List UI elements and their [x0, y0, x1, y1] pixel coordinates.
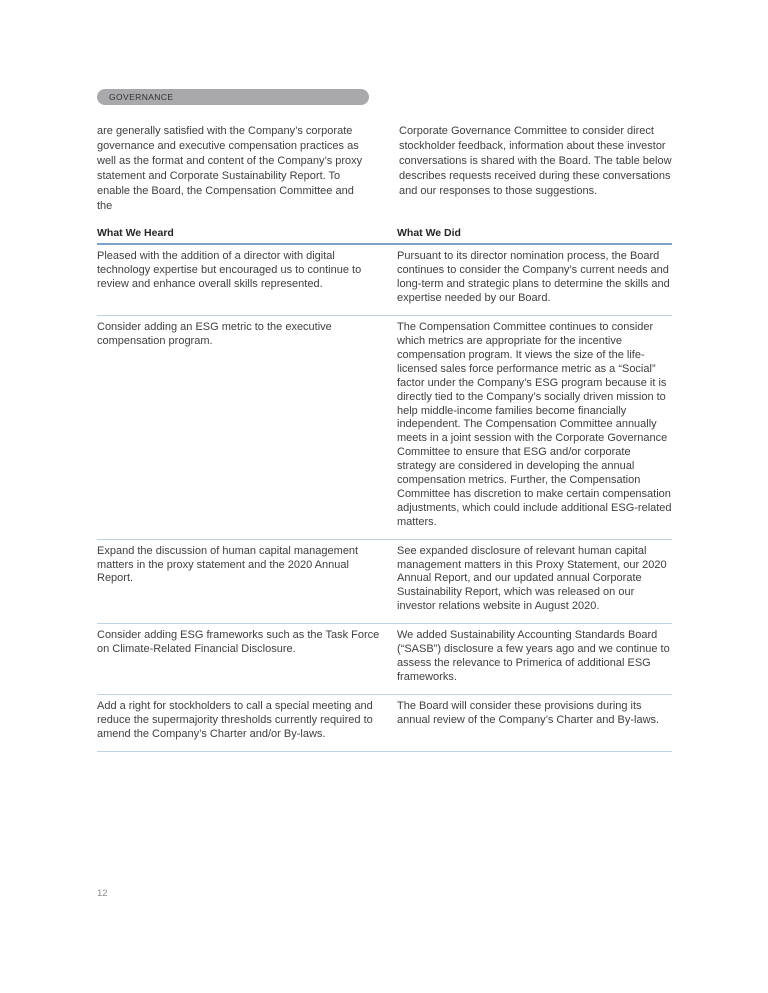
what-we-did-cell: We added Sustainability Accounting Standards Board (“SASB”) disclosure a few years ago and we continue to assess the relevance to Primerica of additional ESG frameworks.	[397, 629, 670, 683]
what-we-heard-cell: Consider adding an ESG metric to the executive compensation program.	[97, 321, 332, 347]
intro-right-column: Corporate Governance Committee to consider direct stockholder feedback, information about these investor conversations is shared with the Board. The table below describes requests received during these conversations and our responses to those suggestions.	[399, 125, 672, 197]
stockholder-feedback-table	[97, 227, 672, 751]
column-header-what-we-heard: What We Heard	[97, 227, 174, 240]
table-row	[97, 245, 672, 316]
column-header-what-we-did: What We Did	[397, 227, 461, 240]
intro-left-column: are generally satisfied with the Company’s corporate governance and executive compensation practices as well as the format and content of the Company’s proxy statement and Corporate Sustainability Report. To enable the Board, the Compensation Committee and the	[97, 125, 363, 212]
table-row	[97, 624, 672, 695]
what-we-heard-cell: Consider adding ESG frameworks such as the Task Force on Climate-Related Financial Disclosure.	[97, 629, 380, 656]
table-row	[97, 695, 672, 752]
document-page-content	[97, 89, 672, 752]
table-row	[97, 316, 672, 540]
table-row	[97, 540, 672, 625]
what-we-heard-cell: Expand the discussion of human capital management matters in the proxy statement and the 2020 Annual Report.	[97, 544, 359, 585]
section-badge-label: GOVERNANCE	[109, 92, 174, 102]
table-header-row	[97, 227, 672, 245]
what-we-heard-cell: Pleased with the addition of a director with digital technology expertise but encouraged us to continue to review and enhance overall skills represented.	[97, 250, 362, 291]
section-badge-governance	[97, 89, 369, 105]
what-we-did-cell: The Board will consider these provisions during its annual review of the Company’s Charter and By-laws.	[397, 699, 660, 726]
intro-paragraphs	[97, 124, 672, 213]
page-number: 12	[97, 888, 108, 899]
what-we-did-cell: See expanded disclosure of relevant human capital management matters in this Proxy Statement, our 2020 Annual Report, and our updated annual Corporate Sustainability Report, which was released on our investor relations website in August 2020.	[397, 544, 667, 613]
what-we-did-cell: Pursuant to its director nomination process, the Board continues to consider the Company’s current needs and long-term and strategic plans to determine the skills and expertise needed by our Board.	[397, 250, 670, 305]
what-we-did-cell: The Compensation Committee continues to consider which metrics are appropriate for the incentive compensation program. It views the size of the life-licensed sales force performance metric as a “Social” factor under the Company’s ESG program because it is directly tied to the Company’s socially driven mission to help middle-income families become financially independent. The Compensation Committee annually meets in a joint session with the Corporate Governance Committee to ensure that ESG and/or corporate strategy are considered in developing the annual compensation metrics. Further, the Compensation Committee has discretion to make certain compensation adjustments, which could include additional ESG-related matters.	[397, 321, 672, 528]
what-we-heard-cell: Add a right for stockholders to call a special meeting and reduce the supermajority thresholds currently required to amend the Company’s Charter and/or By-laws.	[97, 699, 373, 740]
